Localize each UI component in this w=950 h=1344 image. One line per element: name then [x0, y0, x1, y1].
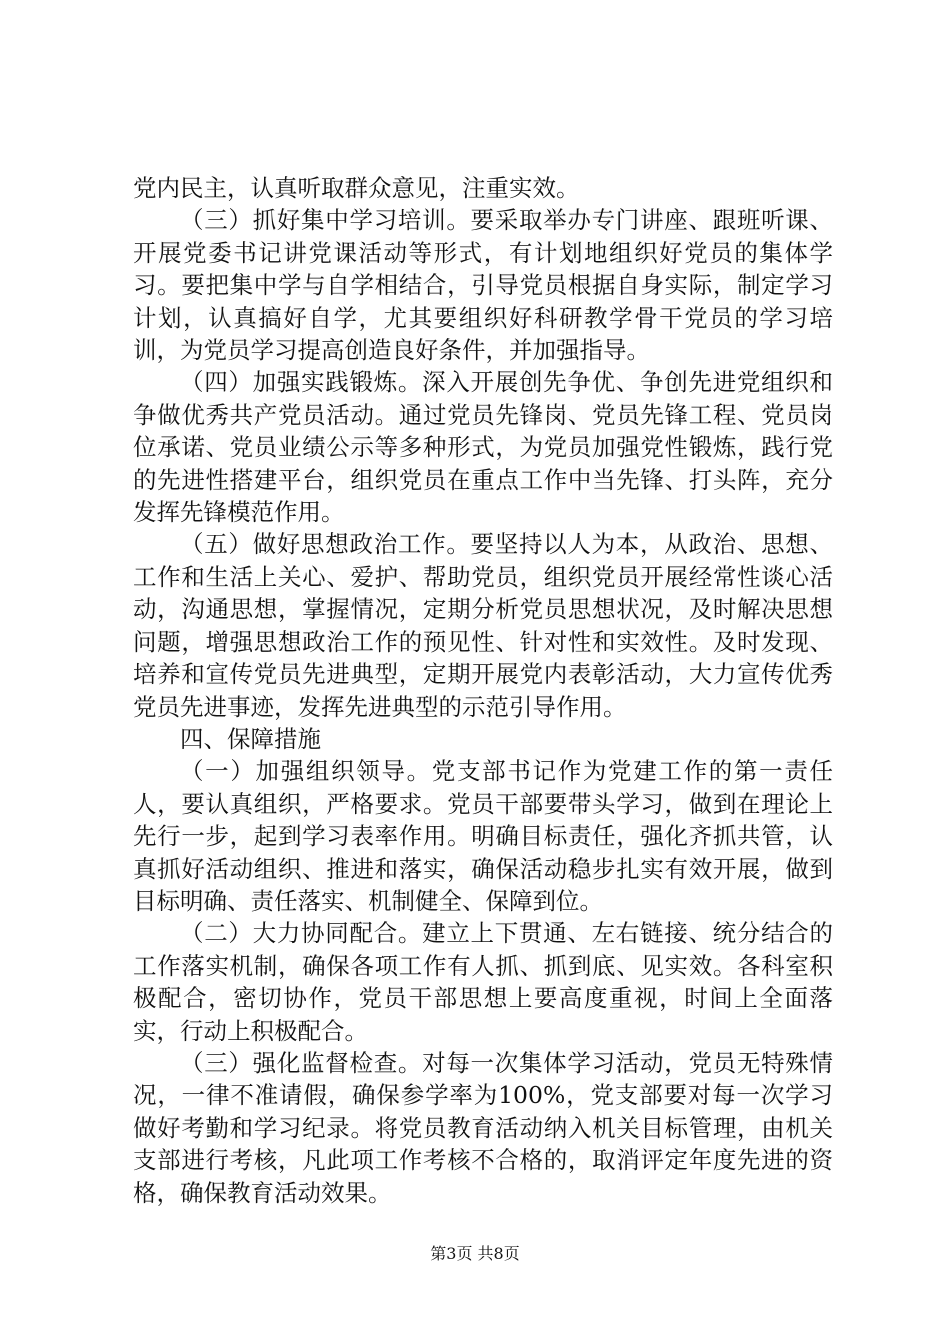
paragraph-ideological-work: （五）做好思想政治工作。要坚持以人为本，从政治、思想、工作和生活上关心、爱护、帮助党员，组织党员开展经常性谈心活动，沟通思想，掌握情况，定期分析党员思想状况，及时解决思想问题，增强思想政治工作的预见性、针对性和实效性。及时发现、培养和宣传党员先进典型，定期开展党内表彰活动，大力宣传优秀党员先进事迹，发挥先进典型的示范引导作用。 — [133, 530, 833, 721]
document-body — [133, 172, 833, 1209]
page-number-footer: 第3页 共8页 — [430, 1244, 520, 1263]
paragraph-continuation: 党内民主，认真听取群众意见，注重实效。 — [133, 174, 580, 202]
paragraph-practice-training: （四）加强实践锻炼。深入开展创先争优、争创先进党组织和争做优秀共产党员活动。通过党员先锋岗、党员先锋工程、党员岗位承诺、党员业绩公示等多种形式，为党员加强党性锻炼，践行党的先进性搭建平台，组织党员在重点工作中当先锋、打头阵，充分发挥先锋模范作用。 — [133, 368, 833, 527]
paragraph-focused-study: （三）抓好集中学习培训。要采取举办专门讲座、跟班听课、开展党委书记讲党课活动等形式，有计划地组织好党员的集体学习。要把集中学与自学相结合，引导党员根据自身实际，制定学习计划，认真搞好自学，尤其要组织好科研教学骨干党员的学习培训，为党员学习提高创造良好条件，并加强指导。 — [133, 206, 833, 365]
section-heading-safeguards: 四、保障措施 — [180, 724, 321, 753]
paragraph-supervision: （三）强化监督检查。对每一次集体学习活动，党员无特殊情况，一律不准请假，确保参学率为100%，党支部要对每一次学习做好考勤和学习纪录。将党员教育活动纳入机关目标管理，由机关支部进行考核，凡此项工作考核不合格的，取消评定年度先进的资格，确保教育活动效果。 — [133, 1048, 833, 1207]
paragraph-leadership: （一）加强组织领导。党支部书记作为党建工作的第一责任人，要认真组织，严格要求。党员干部要带头学习，做到在理论上先行一步，起到学习表率作用。明确目标责任，强化齐抓共管，认真抓好活动组织、推进和落实，确保活动稳步扎实有效开展，做到目标明确、责任落实、机制健全、保障到位。 — [133, 757, 833, 915]
paragraph-coordination: （二）大力协同配合。建立上下贯通、左右链接、统分结合的工作落实机制，确保各项工作有人抓、抓到底、见实效。各科室积极配合，密切协作，党员干部思想上要高度重视，时间上全面落实，行动上积极配合。 — [133, 919, 833, 1045]
